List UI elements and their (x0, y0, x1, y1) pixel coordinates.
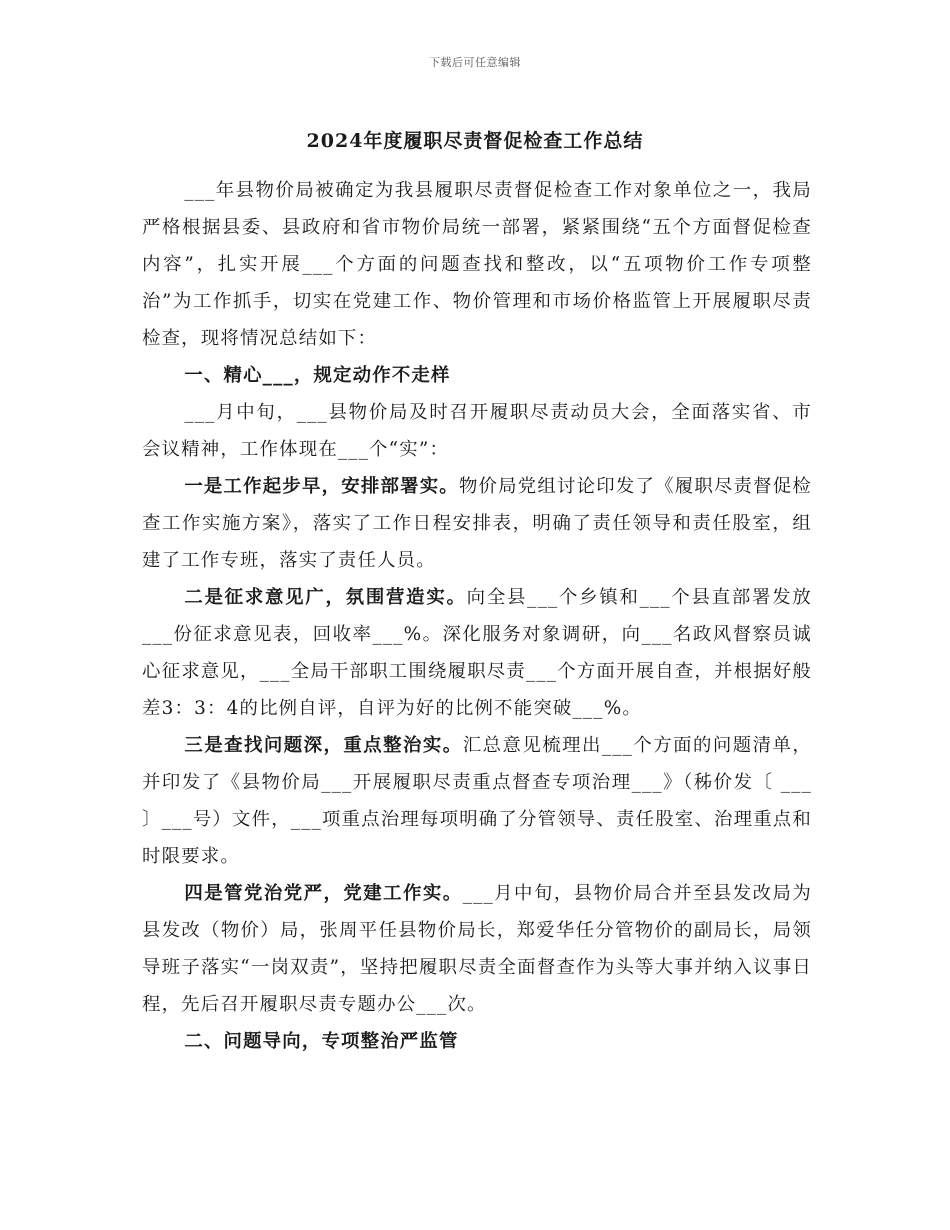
document-body (142, 172, 812, 1060)
paragraph-5 (142, 875, 812, 1023)
intro-paragraph: ___年县物价局被确定为我县履职尽责督促检查工作对象单位之一，我局严格根据县委、县政府和省市物价局统一部署，紧紧围绕“五个方面督促检查内容”，扎实开展___个方面的问题查找和整改，以“五项物价工作专项整治”为工作抓手，切实在党建工作、物价管理和市场价格监管上开展履职尽责检查，现将情况总结如下： (142, 180, 812, 349)
paragraph-2-lead: 一是工作起步早，安排部署实。 (184, 476, 459, 497)
paragraph-2-text: 物价局党组讨论印发了《履职尽责督促检查工作实施方案》，落实了工作日程安排表，明确了责任领导和责任股室，组建了工作专班，落实了责任人员。 (142, 476, 812, 571)
section-heading-2: 二、问题导向，专项整治严监管 (184, 1031, 459, 1052)
section-heading-1: 一、精心___，规定动作不走样 (184, 365, 451, 386)
paragraph-4 (142, 727, 812, 875)
header-note: 下载后可任意编辑 (429, 56, 521, 69)
paragraph-3-lead: 二是征求意见广，氛围营造实。 (184, 587, 467, 608)
paragraph-3 (142, 579, 812, 727)
paragraph-2 (142, 468, 812, 579)
paragraph-5-lead: 四是管党治党严，党建工作实。 (184, 883, 463, 904)
paragraph-4-lead: 三是查找问题深，重点整治实。 (184, 735, 463, 756)
paragraph-5-text: ___月中旬，县物价局合并至县发改局为县发改（物价）局，张周平任县物价局长，郑爱华任分管物价的副局长，局领导班子落实“一岗双责”，坚持把履职尽责全面督查作为头等大事并纳入议事日程，先后召开履职尽责专题办公___次。 (142, 883, 812, 1015)
document-title: 2024年度履职尽责督促检查工作总结 (306, 130, 644, 152)
paragraph-3-text: 向全县___个乡镇和___个县直部署发放___份征求意见表，回收率___%。深化服务对象调研，向___名政风督察员诚心征求意见，___全局干部职工围绕履职尽责___个方面开展自查，并根据好般差3：3：4的比例自评，自评为好的比例不能突破___%。 (142, 587, 812, 719)
paragraph-4-text: 汇总意见梳理出___个方面的问题清单，并印发了《县物价局___开展履职尽责重点督查专项治理___》（秭价发〔 ___ 〕___号）文件，___项重点治理每项明确了分管领导、责任股室、治理重点和时限要求。 (142, 735, 812, 867)
paragraph-1: ___月中旬，___县物价局及时召开履职尽责动员大会，全面落实省、市会议精神，工作体现在___个“实”： (142, 402, 812, 460)
